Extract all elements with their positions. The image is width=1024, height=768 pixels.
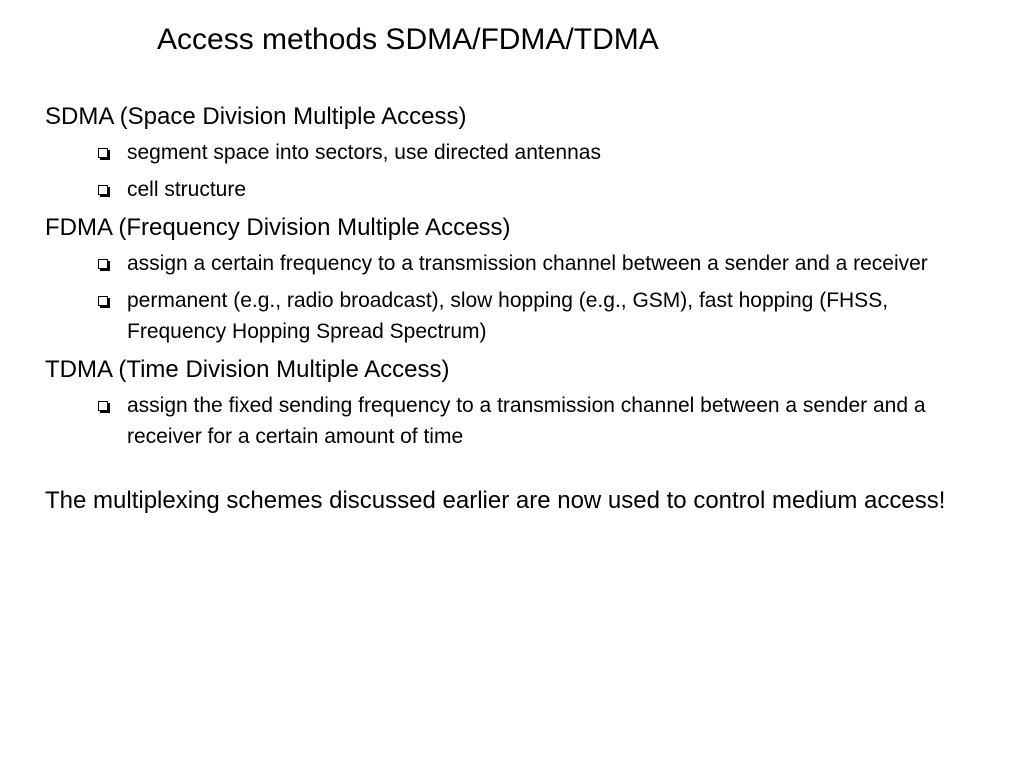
list-item bbox=[45, 248, 985, 279]
bullet-text: segment space into sectors, use directed antennas bbox=[127, 141, 601, 164]
list-item bbox=[45, 137, 985, 168]
bullet-text: assign the fixed sending frequency to a transmission channel between a sender and a receiver for a certain amount of time bbox=[127, 394, 926, 448]
list-item bbox=[45, 390, 985, 452]
slide-title: Access methods SDMA/FDMA/TDMA bbox=[157, 23, 659, 56]
bullet-text: cell structure bbox=[127, 178, 247, 201]
list-item bbox=[45, 174, 985, 205]
section-heading-sdma: SDMA (Space Division Multiple Access) bbox=[45, 103, 467, 130]
fdma-bullet-list bbox=[45, 248, 985, 347]
square-bullet-icon bbox=[98, 185, 108, 195]
tdma-bullet-list bbox=[45, 390, 985, 452]
section-heading-tdma: TDMA (Time Division Multiple Access) bbox=[45, 356, 450, 383]
section-heading-fdma: FDMA (Frequency Division Multiple Access) bbox=[45, 214, 511, 241]
bullet-text: assign a certain frequency to a transmission channel between a sender and a receiver bbox=[127, 252, 928, 275]
bullet-text: permanent (e.g., radio broadcast), slow hopping (e.g., GSM), fast hopping (FHSS, Frequency Hopping Spread Spectrum) bbox=[127, 289, 889, 343]
square-bullet-icon bbox=[98, 259, 108, 269]
closing-statement: The multiplexing schemes discussed earlier are now used to control medium access! bbox=[45, 487, 946, 514]
slide-content bbox=[45, 100, 985, 518]
list-item bbox=[45, 285, 985, 347]
square-bullet-icon bbox=[98, 148, 108, 158]
square-bullet-icon bbox=[98, 401, 108, 411]
square-bullet-icon bbox=[98, 296, 108, 306]
sdma-bullet-list bbox=[45, 137, 985, 205]
